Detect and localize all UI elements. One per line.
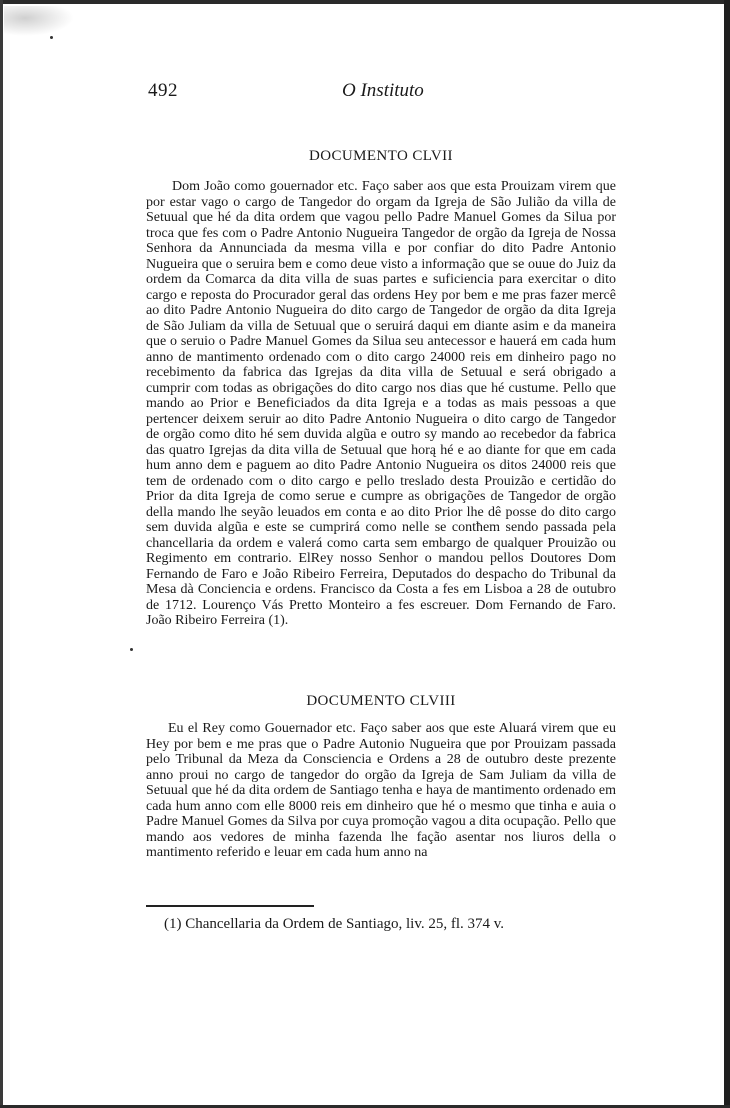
running-head: O Instituto — [342, 80, 424, 101]
scan-speck — [50, 36, 53, 39]
page-number: 492 — [148, 80, 178, 101]
document-body: Eu el Rey como Gouernador etc. Faço saber aos que este Aluará virem que eu Hey por bem e me pras que o Padre Autonio Nugueira que por Prouizam passada pelo Tribunal da Meza da Consciencia e Ordens a 28 de outubro deste prezente anno proui no cargo de tangedor do orgão da Igreja de Sam Juliam da villa de Setuual que hé da dita ordem de Santiago tenha e haya de mantimento ordenado em cada hum anno com elle 8000 reis em dinheiro que hé o mesmo que tinha e auia o Padre Manuel Gomes da Silva por cuya promoção vagou a dita ocupação. Pello que mando aos vedores de minha fazenda lhe fação asentar nos liuros della o mantimento referido e leuar em cada hum anno na — [146, 721, 616, 860]
footnote: (1) Chancellaria da Ordem de Santiago, liv. 25, fl. 374 v. — [164, 916, 505, 932]
document-title: DOCUMENTO CLVII — [309, 148, 453, 164]
document-title: DOCUMENTO CLVIII — [306, 693, 456, 709]
scan-smudge — [4, 6, 74, 36]
document-body: Dom João como gouernador etc. Faço saber aos que esta Prouizam virem que por estar vago o cargo de Tangedor do orgam da Igreja de São Julião da villa de Setuual que hé da dita ordem que vagou pello Padre Manuel Gomes da Silua por troca que fes com o Padre Antonio Nugueira Tangedor de orgão da Igreja de Nossa Senhora da Annunciada da mesma villa e por confiar do dito Padre Antonio Nugueira que o seruira bem e como deue visto a informação que se ouue do Juiz da ordem da Comarca da dita villa de suas partes e suficiencia para exercitar o dito cargo e reposta do Procurador geral das ordens Hey por bem e me pras fazer mercê ao dito Padre Antonio Nugueira do dito cargo de Tangedor de orgão da dita Igreja de São Juliam da villa de Setuual que o seruirá daqui em diante asim e da maneira que o seruio o Padre Manuel Gomes da Silua seu antecessor e hauerá em cada hum anno de mantimento ordenado com o dito cargo 24000 reis em dinheiro pago no recebimento da fabrica das Igrejas da dita villa de Setuual e será obrigado a cumprir com todas as obrigações do dito cargo nos dias que hé custume. Pello que mando ao Prior e Beneficiados da dita Igreja e a todas as mais pessoas a que pertencer deixem seruir ao dito Padre Antonio Nugueira o dito cargo de Tangedor de orgão como dito hé sem duvida algũa e outro sy mando ao recebedor da fabrica das quatro Igrejas da dita villa de Setuual que horą hé e ao diante for que em cada hum anno dem e paguem ao dito Padre Antonio Nugueira os ditos 24000 reis que tem de ordenado com o dito cargo e pello treslado desta Prouizão e certidão do Prior da dita Igreja de como serue e cumpre as obrigações de Tangedor de orgão della mando lhe seyão leuados em conta e ao dito Prior lhe dê posse do dito cargo sem duvida algũa e este se cumprirá como nelle se contħem sendo passada pela chancellaria da ordem e valerá como carta sem embargo de qualquer Prouizão ou Regimento em contrario. ElRey nosso Senhor o mandou pellos Doutores Dom Fernando de Faro e João Ribeiro Ferreira, Deputados do despacho do Tribunal da Mesa dà Conciencia e ordens. Francisco da Costa a fes em Lisboa a 28 de outubro de 1712. Lourenço Vás Pretto Monteiro a fes escreuer. Dom Fernando de Faro. João Ribeiro Ferreira (1). — [146, 179, 616, 628]
footnote-rule — [146, 905, 314, 907]
scan-border-top — [0, 0, 730, 4]
scan-border-left — [0, 0, 3, 1108]
scan-border-right — [724, 0, 730, 1108]
scan-speck — [130, 648, 133, 651]
